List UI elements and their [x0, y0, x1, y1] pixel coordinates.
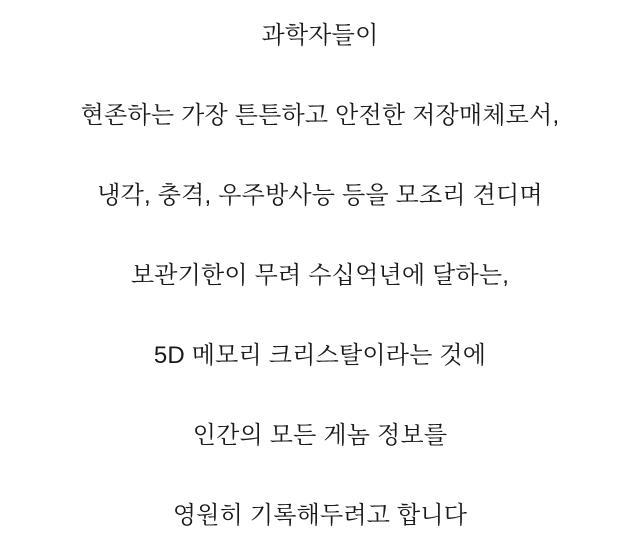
caption-line-4: 보관기한이 무려 수십억년에 달하는, — [130, 262, 510, 289]
caption-line-3: 냉각, 충격, 우주방사능 등을 모조리 견디며 — [97, 182, 543, 209]
caption-line-7: 영원히 기록해두려고 합니다 — [172, 502, 468, 529]
caption-line-1: 과학자들이 — [261, 22, 379, 49]
caption-line-2: 현존하는 가장 튼튼하고 안전한 저장매체로서, — [80, 102, 560, 129]
caption-line-5: 5D 메모리 크리스탈이라는 것에 — [153, 342, 487, 369]
caption-line-6: 인간의 모든 게놈 정보를 — [192, 422, 448, 449]
